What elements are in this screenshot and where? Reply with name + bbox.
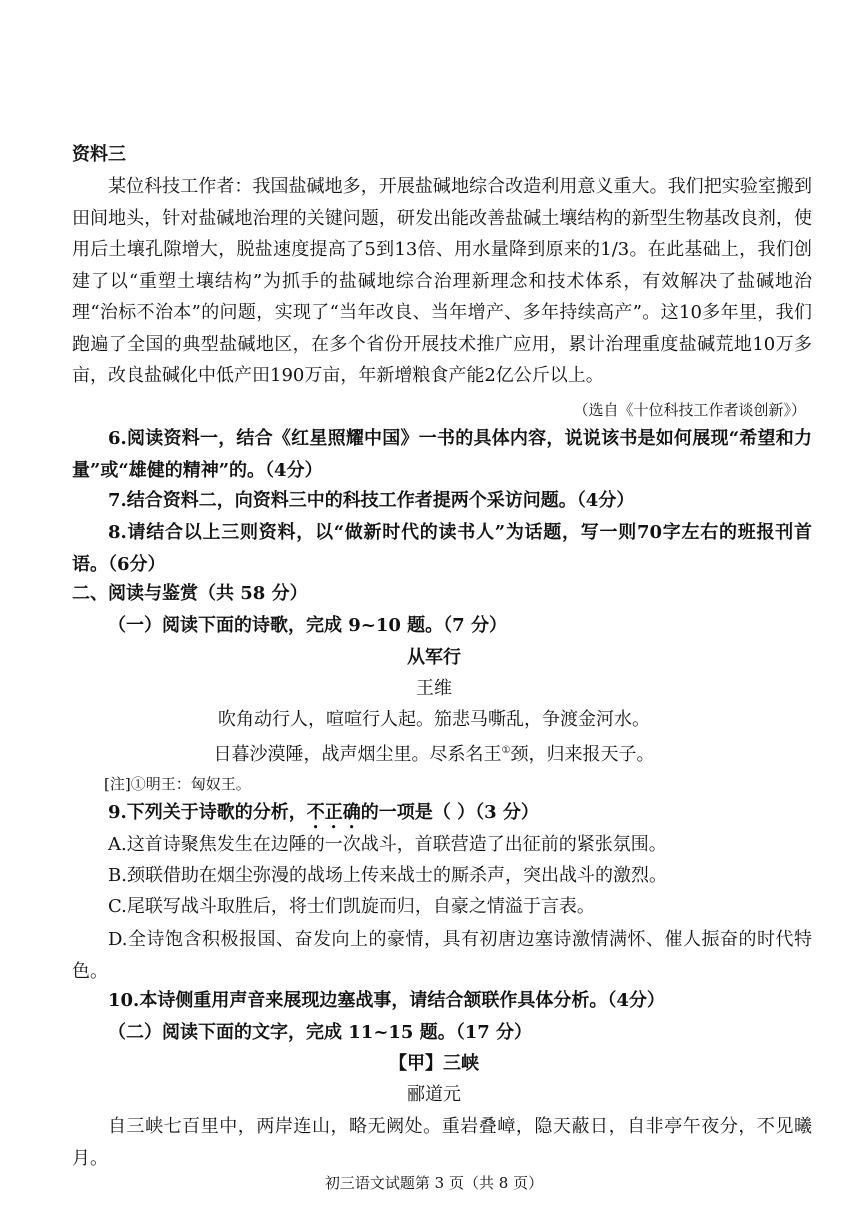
q9-option-b: B.颈联借助在烟尘弥漫的战场上传来战士的厮杀声，突出战斗的激烈。 [108,865,667,886]
section3-heading: 资料三 [72,144,126,165]
poem-line-2b: 颈，归来报天子。 [510,744,655,765]
poem-author: 王维 [416,678,452,699]
q9-stem-c: 的一项是（ ）（3 分） [360,802,539,823]
sanxia-author: 郦道元 [407,1084,461,1105]
section3-source: （选自《十位科技工作者谈创新》） [573,401,806,419]
part2-heading: 二、阅读与鉴赏（共 58 分） [72,583,308,604]
q9-stem-a: 9.下列关于诗歌的分析， [108,802,307,823]
page-footer: 初三语文试题第 3 页（共 8 页） [324,1174,544,1192]
q9-option-a: A.这首诗聚焦发生在边陲的一次战斗，首联营造了出征前的紧张氛围。 [108,834,667,855]
poem-note: [注]①明王：匈奴王。 [104,775,251,793]
part2-sub1: （一）阅读下面的诗歌，完成 9~10 题。（7 分） [108,615,507,636]
note-marker: ① [501,745,511,756]
question-8: 8.请结合以上三则资料，以“做新时代的读书人”为话题，写一则70字左右的班报刊首语。（6分） [72,522,812,575]
part2-sub2: （二）阅读下面的文字，完成 11~15 题。（17 分） [108,1022,533,1043]
poem-line-2a: 日暮沙漠陲，战声烟尘里。尽系名王 [213,744,502,765]
poem-title: 从军行 [407,647,461,668]
question-7: 7.结合资料二，向资料三中的科技工作者提两个采访问题。（4分） [108,490,635,511]
poem-line-2 [0,739,868,767]
question-9-stem [108,801,539,833]
q9-option-c: C.尾联写战斗取胜后，将士们凯旋而归，自豪之情溢于言表。 [108,896,595,917]
poem-line-1: 吹角动行人，喧喧行人起。笳悲马嘶乱，争渡金河水。 [218,709,650,730]
question-10: 10.本诗侧重用声音来展现边塞战事，请结合颔联作具体分析。（4分） [108,990,665,1011]
sanxia-body: 自三峡七百里中，两岸连山，略无阙处。重岩叠嶂，隐天蔽日，自非亭午夜分，不见曦月。 [72,1116,812,1169]
sanxia-title: 【甲】三峡 [389,1053,479,1074]
q9-emphasis: 不正确 [306,802,361,823]
section3-body: 某位科技工作者：我国盐碱地多，开展盐碱地综合改造利用意义重大。我们把实验室搬到田间地头，针对盐碱地治理的关键问题，研发出能改善盐碱土壤结构的新型生物基改良剂，使用后土壤孔隙增大，脱盐速度提高了5到13倍、用水量降到原来的1/3。在此基础上，我们创建了以“重塑土壤结构”为抓手的盐碱地综合治理新理念和技术体系，有效解决了盐碱地治理“治标不治本”的问题，实现了“当年改良、当年增产、多年持续高产”。这10多年里，我们跑遍了全国的典型盐碱地区，在多个省份开展技术推广应用，累计治理重度盐碱荒地10万多亩，改良盐碱化中低产田190万亩，年新增粮食产能2亿公斤以上。 [72,176,812,386]
q9-option-d: D.全诗饱含积极报国、奋发向上的豪情，具有初唐边塞诗激情满怀、催人振奋的时代特色。 [72,929,812,982]
question-6: 6.阅读资料一，结合《红星照耀中国》一书的具体内容，说说该书是如何展现“希望和力量”或“雄健的精神”的。（4分） [72,428,812,481]
